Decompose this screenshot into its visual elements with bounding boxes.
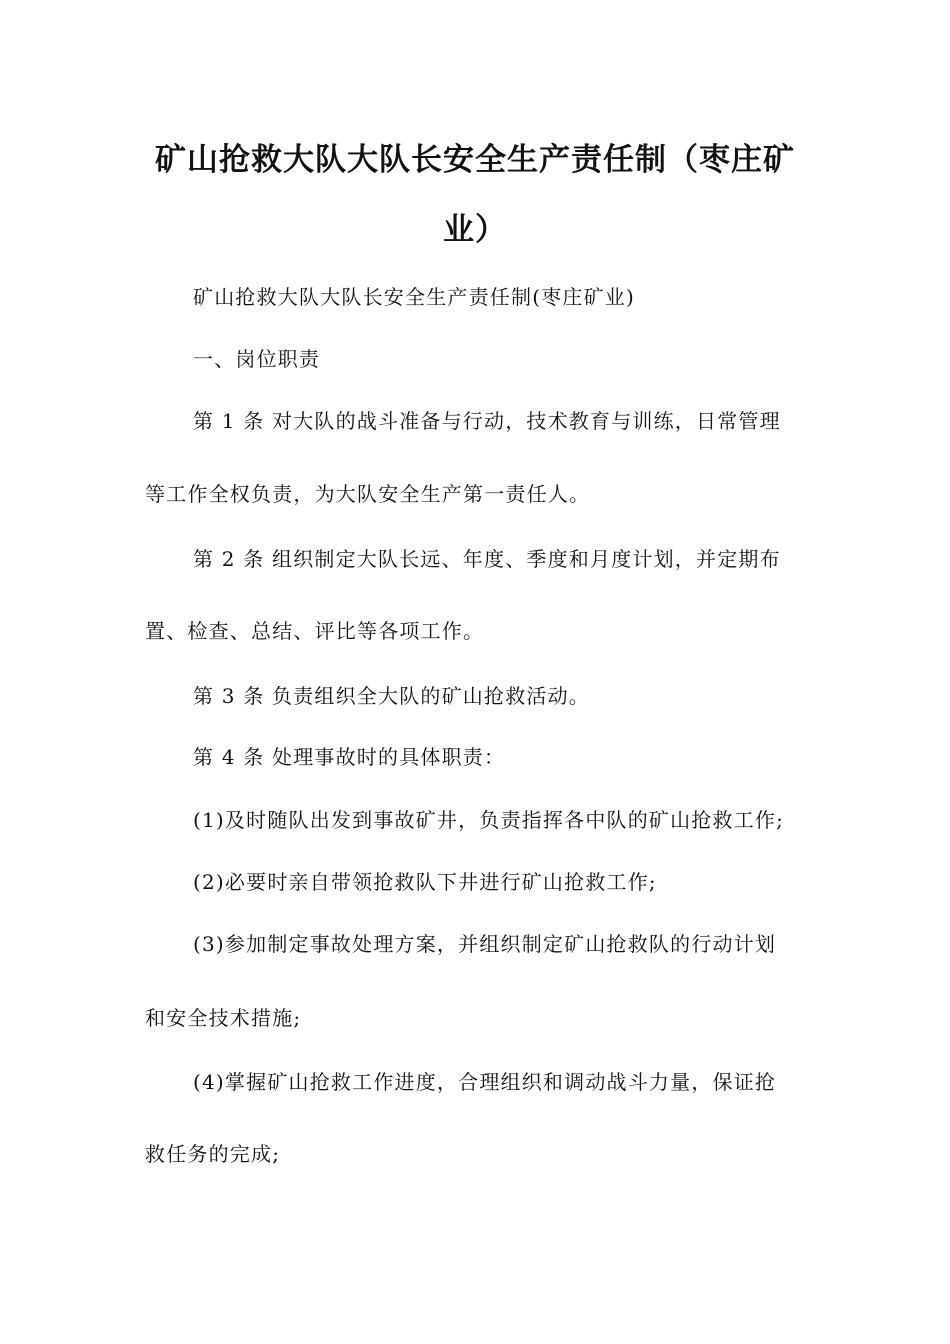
- duty-item-2: (2)必要时亲自带领抢救队下井进行矿山抢救工作;: [193, 870, 657, 894]
- subtitle-paragraph: 矿山抢救大队大队长安全生产责任制(枣庄矿业): [193, 285, 636, 309]
- article-4: 第 4 条 处理事故时的具体职责：: [193, 745, 506, 769]
- article-3: 第 3 条 负责组织全大队的矿山抢救活动。: [193, 684, 590, 708]
- duty-item-3-line-1: (3)参加制定事故处理方案，并组织制定矿山抢救队的行动计划: [193, 932, 777, 956]
- duty-item-4-line-1: (4)掌握矿山抢救工作进度，合理组织和调动战斗力量，保证抢: [193, 1070, 777, 1094]
- article-2-line-1: 第 2 条 组织制定大队长远、年度、季度和月度计划，并定期布: [193, 547, 781, 571]
- article-2-line-2: 置、检查、总结、评比等各项工作。: [145, 619, 485, 643]
- section-heading: 一、岗位职责: [193, 347, 321, 371]
- duty-item-3-line-2: 和安全技术措施;: [145, 1006, 302, 1030]
- article-1-line-1: 第 1 条 对大队的战斗准备与行动，技术教育与训练，日常管理: [193, 409, 781, 433]
- document-title-line-1: 矿山抢救大队大队长安全生产责任制（枣庄矿: [155, 142, 795, 178]
- document-title-line-2: 业）: [443, 212, 507, 248]
- article-1-line-2: 等工作全权负责，为大队安全生产第一责任人。: [145, 482, 591, 506]
- duty-item-4-line-2: 救任务的完成;: [145, 1142, 281, 1166]
- duty-item-1: (1)及时随队出发到事故矿井，负责指挥各中队的矿山抢救工作;: [193, 808, 785, 832]
